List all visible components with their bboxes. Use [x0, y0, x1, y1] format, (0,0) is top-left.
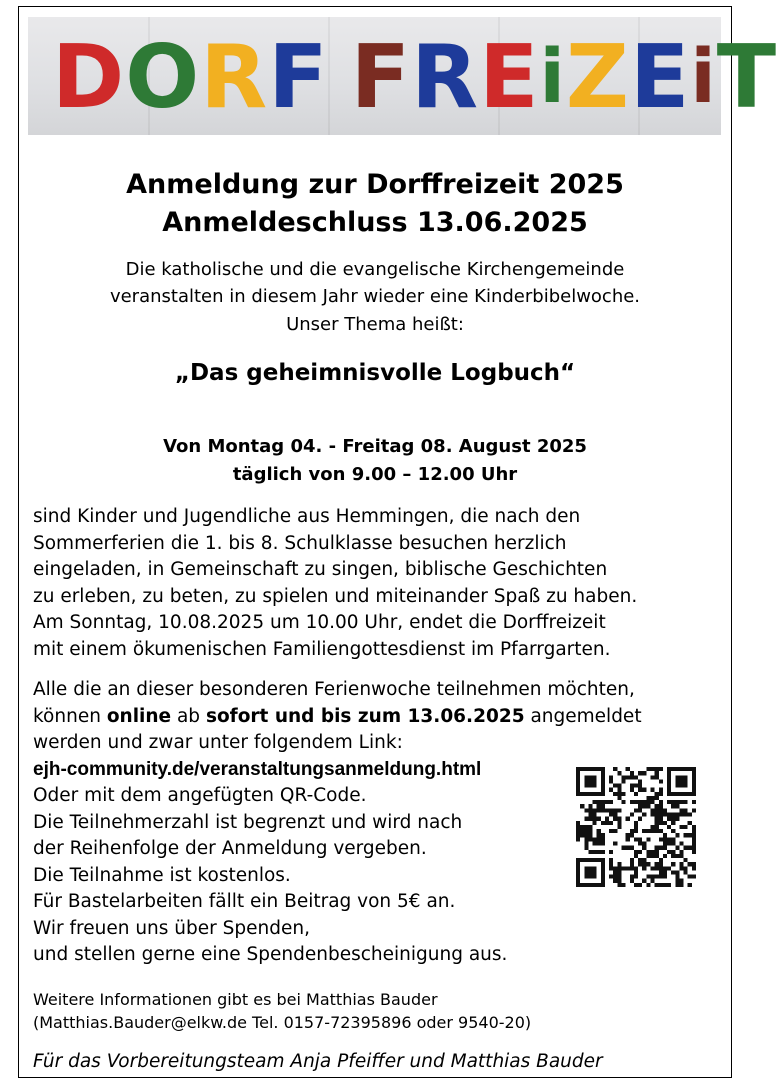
banner-letter: E — [479, 26, 540, 128]
paragraph-2-line-1: Alle die an dieser besonderen Ferienwoche teilnehmen möchten, — [33, 679, 635, 700]
banner-letter: F — [350, 26, 412, 128]
paragraph-1 — [33, 504, 723, 663]
banner-letter: O — [125, 26, 201, 128]
paragraph-1-line: zu erleben, zu beten, zu spielen und miteinander Spaß zu haben. — [33, 585, 638, 607]
dates-line-2: täglich von 9.00 – 12.00 Uhr — [232, 464, 518, 485]
text-span: ab — [171, 705, 206, 727]
banner-letter: i — [690, 34, 717, 120]
paragraph-2-line: Wir freuen uns über Spenden, — [33, 917, 310, 939]
paragraph-2-line: Die Teilnahme ist kostenlos. — [33, 864, 291, 886]
text-span: können — [33, 705, 107, 727]
online-emphasis: online — [106, 705, 172, 727]
intro-line-1: Die katholische und die evangelische Kirchengemeinde — [125, 259, 625, 280]
paragraph-1-line: mit einem ökumenischen Familiengottesdienst im Pfarrgarten. — [33, 638, 611, 660]
signoff: Für das Vorbereitungsteam Anja Pfeiffer und Matthias Bauder — [33, 1051, 603, 1072]
contact-line-2: (Matthias.Bauder@elkw.de Tel. 0157-72395896 oder 9540-20) — [33, 1013, 532, 1032]
title-line-1: Anmeldung zur Dorffreizeit 2025 — [126, 169, 624, 200]
paragraph-1-line: sind Kinder und Jugendliche aus Hemmingen, die nach den — [33, 506, 581, 527]
paragraph-1-line: Am Sonntag, 10.08.2025 um 10.00 Uhr, endet die Dorffreizeit — [33, 612, 606, 633]
banner-letter: F — [268, 26, 329, 128]
deadline-emphasis: sofort und bis zum 13.06.2025 — [205, 705, 525, 727]
banner-image — [28, 17, 777, 135]
banner-letter: E — [629, 26, 691, 128]
banner-letter: Z — [565, 26, 630, 128]
motto: „Das geheimnisvolle Logbuch“ — [174, 360, 576, 386]
intro-line-2: veranstalten in diesem Jahr wieder eine Kinderbibelwoche. — [109, 286, 641, 307]
paragraph-2-line: Oder mit dem angefügten QR-Code. — [33, 785, 367, 806]
banner-letter: T — [716, 26, 777, 128]
banner-letter: R — [200, 26, 269, 128]
dates-line-1: Von Montag 04. - Freitag 08. August 2025 — [163, 436, 587, 457]
intro-line-3: Unser Thema heißt: — [286, 314, 464, 335]
paragraph-1-line: eingeladen, in Gemeinschaft zu singen, biblische Geschichten — [33, 559, 608, 580]
paragraph-2-line-2 — [33, 704, 723, 731]
paragraph-1-line: Sommerferien die 1. bis 8. Schulklasse besuchen herzlich — [33, 532, 567, 554]
banner-title — [52, 26, 777, 128]
paragraph-2-line: der Reihenfolge der Anmeldung vergeben. — [33, 838, 427, 859]
registration-link[interactable]: ejh-community.de/veranstaltungsanmeldung.html — [33, 758, 482, 780]
paragraph-2-line: Für Bastelarbeiten fällt ein Beitrag von 5€ an. — [33, 891, 456, 912]
text-span: angemeldet — [524, 705, 642, 727]
title-line-2: Anmeldeschluss 13.06.2025 — [162, 207, 588, 238]
contact-line-1: Weitere Informationen gibt es bei Matthias Bauder — [33, 990, 438, 1009]
paragraph-2-line: Die Teilnehmerzahl ist begrenzt und wird nach — [33, 811, 463, 833]
paragraph-2-line-3: werden und zwar unter folgendem Link: — [33, 732, 403, 753]
qr-code-icon[interactable] — [576, 767, 696, 887]
paragraph-2-line: und stellen gerne eine Spendenbescheinigung aus. — [33, 944, 508, 965]
banner-letter: i — [539, 34, 566, 120]
banner-letter: R — [411, 26, 480, 128]
banner-letter: D — [52, 26, 126, 128]
